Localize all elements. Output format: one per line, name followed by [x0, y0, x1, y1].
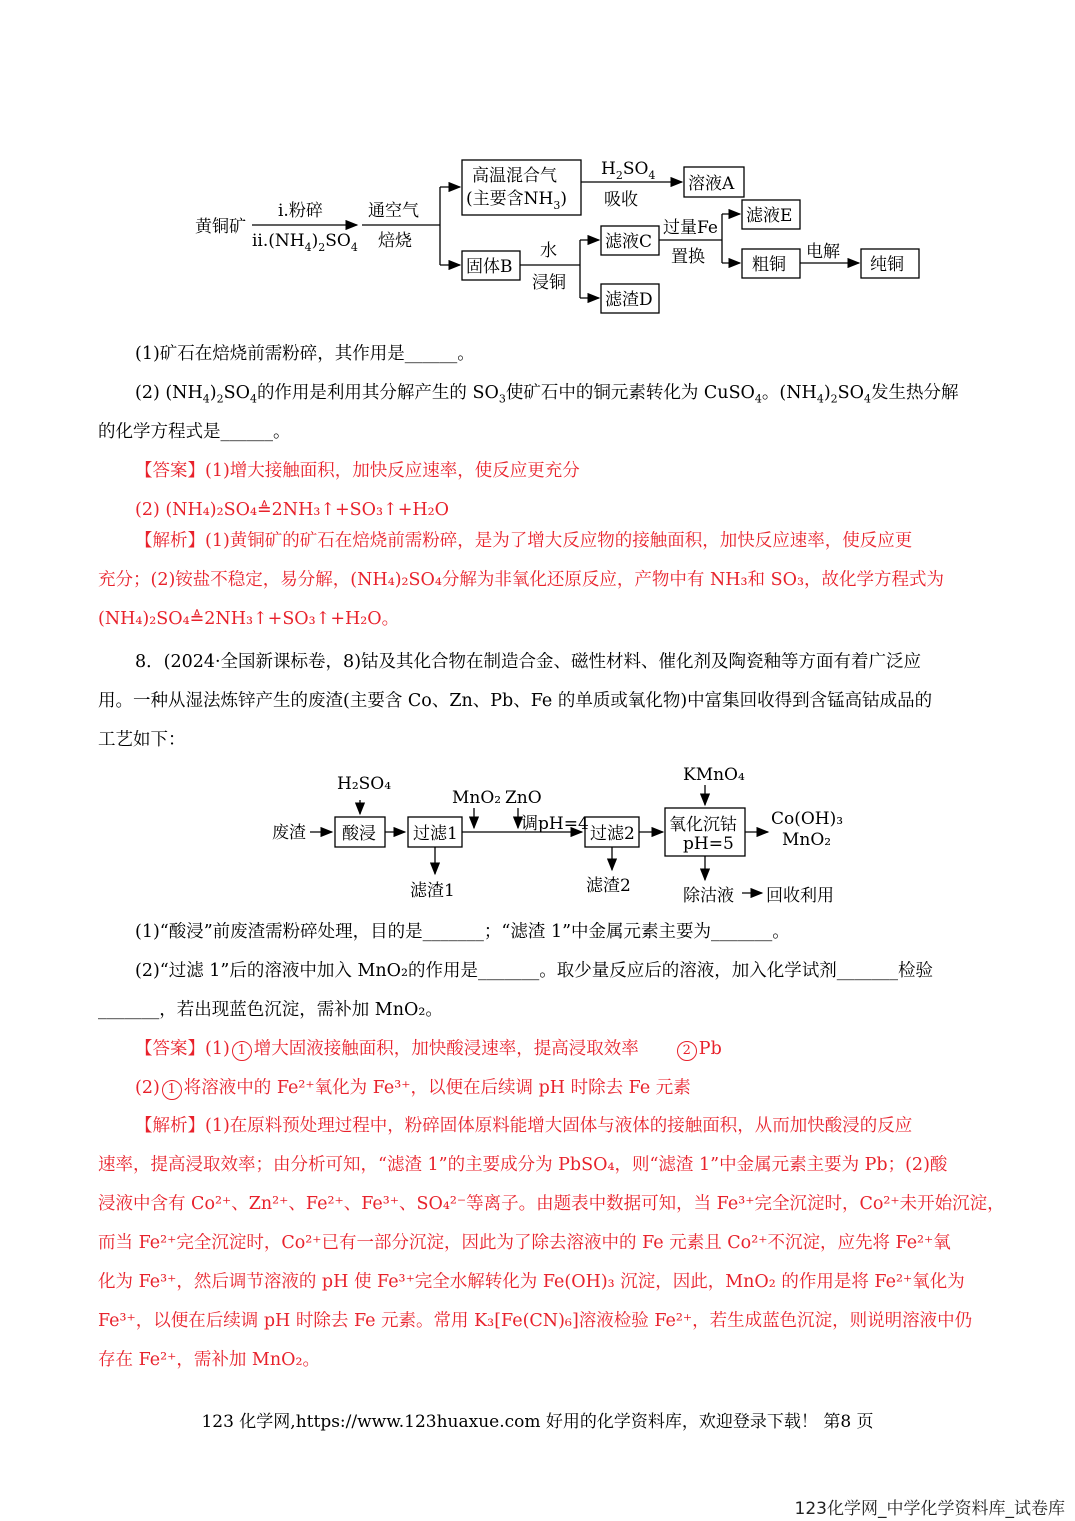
- oxid2-label: pH=5: [683, 834, 734, 854]
- q8-explain-6: Fe³⁺，以便在后续调 pH 时除去 Fe 元素。常用 K₃[Fe(CN)₆]溶液检验 Fe²⁺，若生成蓝色沉淀，则说明溶液中仍: [98, 1311, 973, 1331]
- q8-answer-1: 【答案】(1) 1 增大固液接触面积，加快酸浸速率，提高浸取效率 2 Pb: [135, 1039, 722, 1059]
- recycle-label: 回收利用: [766, 886, 834, 906]
- gas1-label: 高温混合气: [472, 166, 557, 186]
- roast1-label: 通空气: [368, 201, 419, 221]
- water-label: 水: [540, 241, 557, 261]
- q8-answer-2: (2) 1 将溶液中的 Fe²⁺氧化为 Fe³⁺，以便在后续调 pH 时除去 Fe 元素: [135, 1078, 691, 1098]
- replace-label: 置换: [671, 247, 705, 267]
- filter2-label: 过滤2: [590, 824, 635, 844]
- waste-liquid-label: 除沽液: [683, 886, 734, 906]
- prod2-label: MnO₂: [782, 830, 832, 850]
- oxid1-label: 氧化沉钴: [669, 815, 737, 835]
- q8-explain-1: 【解析】(1)在原料预处理过程中，粉碎固体原料能增大固体与液体的接触面积，从而加快酸浸的反应: [135, 1116, 913, 1136]
- excessFe-label: 过量Fe: [663, 218, 718, 238]
- q8-part2: (2)“过滤 1”后的溶液中加入 MnO₂的作用是_______。取少量反应后的溶液，加入化学试剂_______检验: [135, 961, 933, 981]
- residue1-label: 滤渣1: [410, 881, 455, 901]
- electro-label: 电解: [806, 242, 840, 262]
- q8-part1: (1)“酸浸”前废渣需粉碎处理，目的是_______；“滤渣 1”中金属元素主要为_______。: [135, 922, 790, 942]
- pure-label: 纯铜: [870, 255, 904, 275]
- acidleach-label: 酸浸: [342, 824, 376, 844]
- q8-explain-5: 化为 Fe³⁺，然后调节溶液的 pH 使 Fe³⁺完全水解转化为 Fe(OH)₃ 沉淀，因此，MnO₂ 的作用是将 Fe²⁺氧化为: [98, 1272, 965, 1292]
- q8-explain-7: 存在 Fe²⁺，需补加 MnO₂。: [98, 1350, 320, 1370]
- watermark: 123化学网_中学化学资料库_试卷库: [794, 1499, 1065, 1519]
- ph4-label: 调pH=4: [521, 814, 589, 834]
- q7-answer-2: (2) (NH₄)₂SO₄≜2NH₃↑+SO₃↑+H₂O: [135, 500, 449, 520]
- q7-explain-1: 【解析】(1)黄铜矿的矿石在焙烧前需粉碎，是为了增大反应物的接触面积，加快反应速率，使反应更: [135, 531, 913, 551]
- solA-label: 溶液A: [688, 174, 735, 194]
- q8-explain-4: 而当 Fe²⁺完全沉淀时，Co²⁺已有一部分沉淀，因此为了除去溶液中的 Fe 元素且 Co²⁺不沉淀，应先将 Fe²⁺氧: [98, 1233, 951, 1253]
- mno2-label: MnO₂: [452, 788, 502, 808]
- q7-explain-3: (NH₄)₂SO₄≜2NH₃↑+SO₃↑+H₂O。: [98, 609, 400, 629]
- absorb-label: 吸收: [604, 190, 638, 210]
- q7-part1: (1)矿石在焙烧前需粉碎，其作用是______。: [135, 344, 475, 364]
- ore-label: 黄铜矿: [195, 217, 246, 237]
- filtC-label: 滤液C: [605, 232, 653, 252]
- zno-label: ZnO: [505, 788, 542, 808]
- prod1-label: Co(OH)₃: [771, 809, 844, 829]
- residueD-label: 滤渣D: [605, 290, 653, 310]
- filter1-label: 过滤1: [413, 824, 458, 844]
- page-footer: 123 化学网,https://www.123huaxue.com 好用的化学资料库，欢迎登录下载！ 第8 页: [201, 1412, 874, 1432]
- q8-explain-2: 速率，提高浸取效率；由分析可知，“滤渣 1”的主要成分为 PbSO₄，则“滤渣 1”中金属元素主要为 Pb；(2)酸: [98, 1155, 948, 1175]
- q8-part2-cont: _______，若出现蓝色沉淀，需补加 MnO₂。: [98, 1000, 443, 1020]
- step2-label: $ii.(NH_4)_2SO_4$: [252, 231, 358, 254]
- filtE-label: 滤液E: [746, 206, 793, 226]
- acid-label: $H_2SO_4$: [601, 159, 656, 182]
- solidB-label: 固体B: [466, 257, 513, 277]
- q7-answer-1: 【答案】(1)增大接触面积，加快反应速率，使反应更充分: [135, 461, 580, 481]
- q7-explain-2: 充分；(2)铵盐不稳定，易分解，(NH₄)₂SO₄分解为非氧化还原反应，产物中有 NH₃和 SO₃，故化学方程式为: [98, 570, 944, 590]
- q7-part2: (2) $(NH_4)_2SO_4$的作用是利用其分解产生的 $SO_3$使矿石中的铜元素转化为 CuSO$_4$。$(NH_4)_2SO_4$发生热分解: [135, 383, 959, 406]
- q8-intro-1: 8．(2024·全国新课标卷，8)钴及其化合物在制造合金、磁性材料、催化剂及陶瓷釉等方面有着广泛应: [135, 652, 922, 672]
- h2so4-label: H₂SO₄: [337, 774, 392, 794]
- leach-label: 浸铜: [532, 273, 566, 293]
- crude-label: 粗铜: [752, 255, 786, 275]
- residue2-label: 滤渣2: [586, 876, 631, 896]
- gas2-label: (主要含$NH_3$): [466, 189, 567, 212]
- kmno4-label: KMnO₄: [683, 765, 745, 785]
- q8-explain-3: 浸液中含有 Co²⁺、Zn²⁺、Fe²⁺、Fe³⁺、SO₄²⁻等离子。由题表中数据可知，当 Fe³⁺完全沉淀时，Co²⁺未开始沉淀，: [98, 1194, 1005, 1214]
- q8-intro-2: 用。一种从湿法炼锌产生的废渣(主要含 Co、Zn、Pb、Fe 的单质或氧化物)中富集回收得到含锰高钴成品的: [98, 691, 933, 711]
- q8-intro-3: 工艺如下：: [98, 730, 186, 750]
- roast2-label: 焙烧: [378, 231, 412, 251]
- q7-part2-cont: 的化学方程式是______。: [98, 422, 291, 442]
- step1-label: i.粉碎: [278, 201, 323, 221]
- waste-label: 废渣: [272, 823, 306, 843]
